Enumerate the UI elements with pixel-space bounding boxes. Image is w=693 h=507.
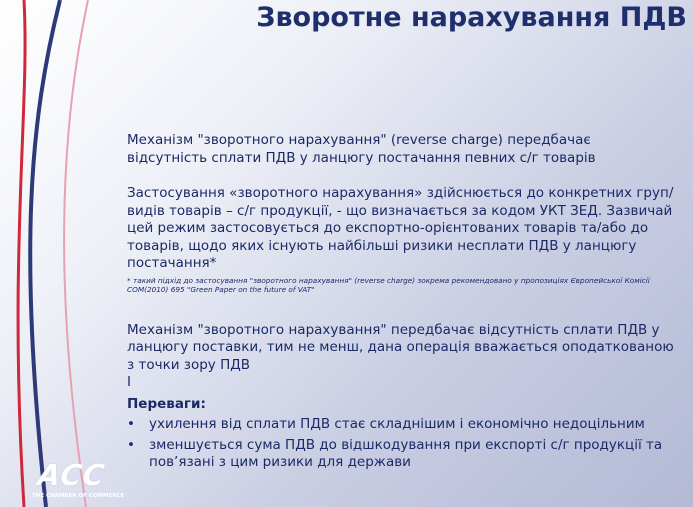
- advantage-item: [127, 416, 675, 434]
- slide-content: [127, 132, 675, 475]
- slide-title: Зворотне нарахування ПДВ: [256, 2, 687, 33]
- logo-subtitle: THE CHAMBER OF COMMERCE: [32, 493, 125, 499]
- paragraph-taxable-operation: Механізм "зворотного нарахування" передбачає відсутність сплати ПДВ у ланцюгу поставки, тим не менш, дана операція вважається оподаткованою з точки зору ПДВ: [127, 321, 674, 373]
- paragraph-application: Застосування «зворотного нарахування» здійснюється до конкретних груп/видів товарів – с/г продукції, - що визначається за кодом УКТ ЗЕД. Зазвичай цей режим застосовується до експортно-орієнтованих товарів та/або до товарів, щодо яких існують найбільші ризики несплати ПДВ у ланцюгу постачання*: [127, 185, 674, 271]
- pink-stripe: [64, 0, 88, 507]
- acc-logo: [32, 458, 132, 502]
- advantage-text: зменшується сума ПДВ до відшкодування при експорті с/г продукції та пов’язані з цим ризики для держави: [149, 436, 663, 470]
- footnote: * такий підхід до застосування "зворотного нарахування" (reverse charge) зокрема рекомендовано у пропозиціях Європейської Комісії COM(2010) 695 "Green Paper on the future of VAT": [127, 275, 650, 294]
- navy-stripe: [30, 0, 60, 507]
- bullet-icon: •: [127, 436, 135, 453]
- logo-text: ACC: [35, 458, 108, 492]
- advantage-text: ухилення від сплати ПДВ стає складнішим і економічно недоцільним: [149, 416, 645, 432]
- bullet-icon: •: [127, 416, 135, 432]
- advantage-item: [127, 437, 675, 472]
- red-stripe: [18, 0, 25, 507]
- text-cursor: I: [127, 374, 131, 390]
- paragraph-reverse-charge-definition: Механізм "зворотного нарахування" (reverse charge) передбачає відсутність сплати ПДВ у ланцюгу постачання певних с/г товарів: [127, 132, 596, 166]
- advantages-list: [127, 416, 675, 472]
- advantages-heading: Переваги:: [127, 395, 206, 412]
